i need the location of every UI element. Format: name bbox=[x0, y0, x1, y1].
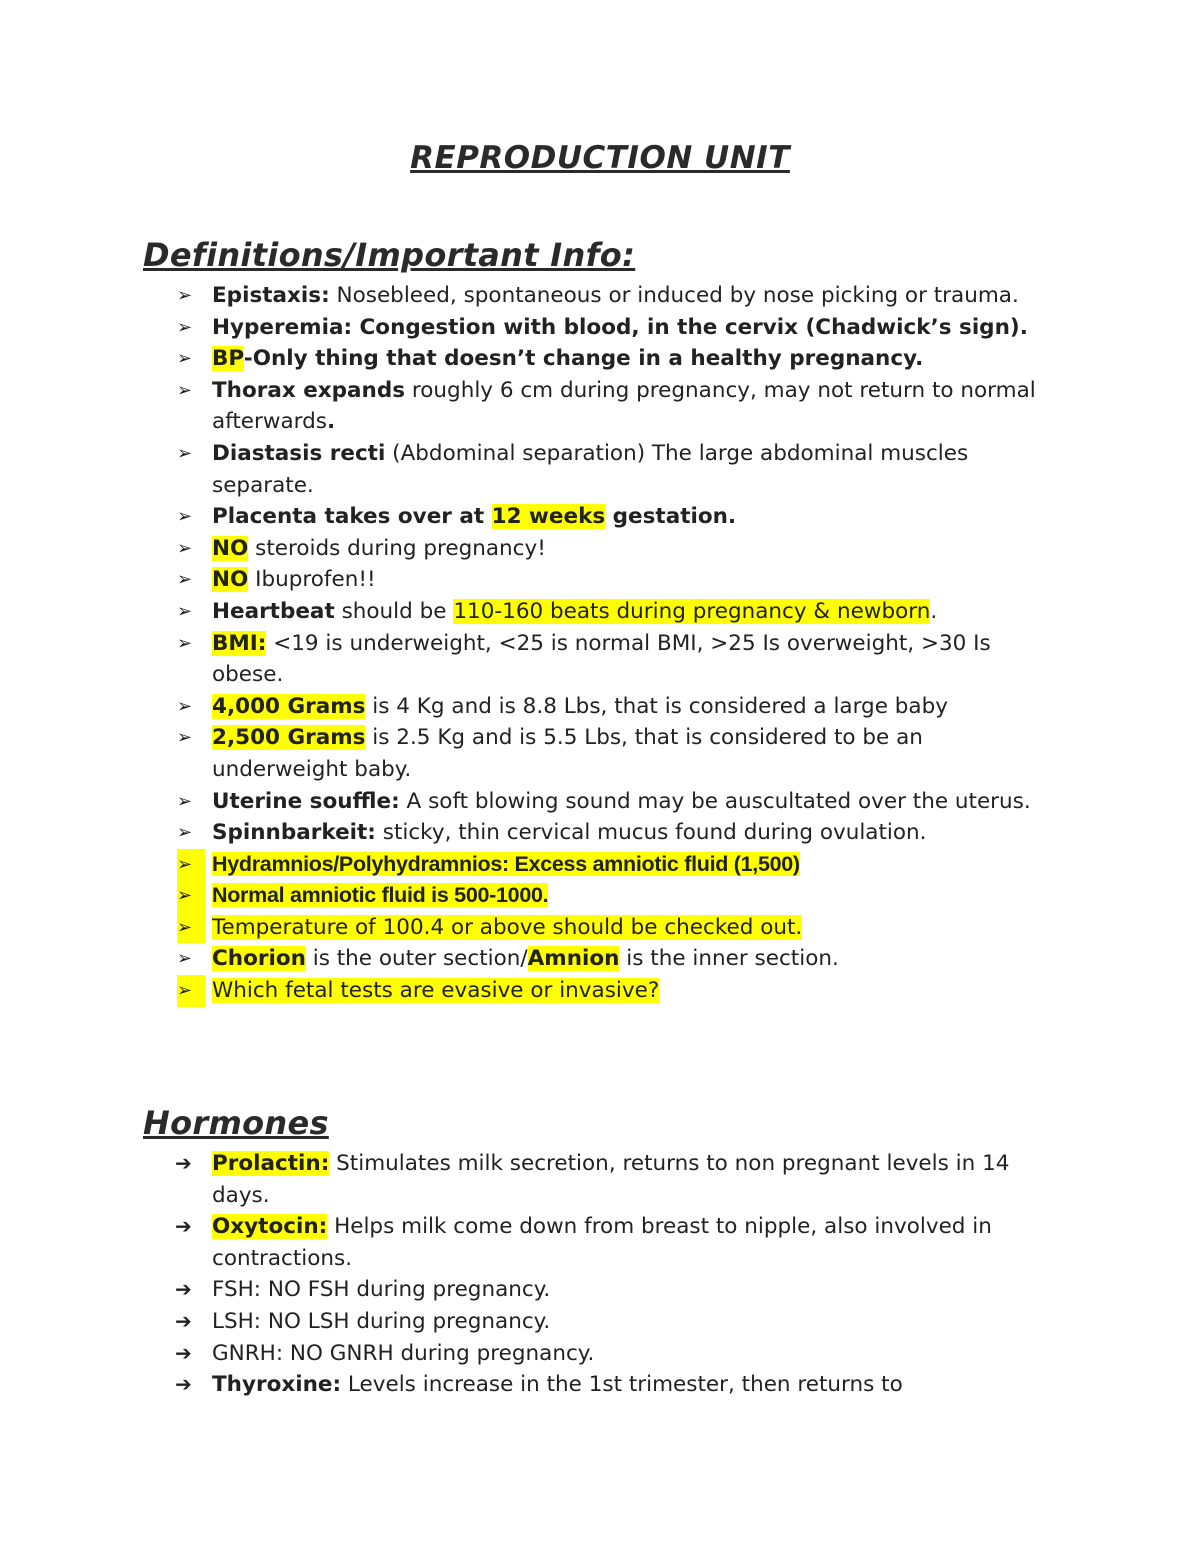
arrowhead-bullet-icon: ➢ bbox=[177, 348, 193, 370]
arrowhead-bullet-icon: ➢ bbox=[177, 506, 193, 528]
bold-term: Hyperemia: Congestion with blood, in the cervix (Chadwick’s sign). bbox=[212, 314, 1028, 340]
item-text: GNRH: NO GNRH during pregnancy. bbox=[212, 1340, 595, 1366]
arrow-bullet-icon: ➔ bbox=[175, 1372, 192, 1397]
arrowhead-bullet-icon: ➢ bbox=[177, 285, 193, 306]
list-item bbox=[0, 628, 1200, 691]
list-item bbox=[0, 533, 1200, 565]
arrowhead-bullet-icon: ➢ bbox=[177, 912, 205, 944]
item-text: A soft blowing sound may be auscultated over the uterus. bbox=[399, 788, 1031, 814]
highlighted-term: Chorion bbox=[212, 946, 306, 972]
item-text: Levels increase in the 1st trimester, then returns to bbox=[341, 1372, 903, 1398]
item-text: . bbox=[930, 598, 938, 624]
bold-term: -Only thing that doesn’t change in a healthy pregnancy. bbox=[243, 346, 924, 372]
list-item bbox=[0, 1274, 1200, 1306]
list-item bbox=[0, 343, 1200, 375]
item-text: <19 is underweight, <25 is normal BMI, >25 Is overweight, >30 Is obese. bbox=[212, 630, 991, 688]
list-item bbox=[0, 564, 1200, 596]
list-item bbox=[0, 501, 1200, 533]
list-item bbox=[0, 722, 1200, 785]
arrowhead-bullet-icon: ➢ bbox=[177, 632, 193, 654]
arrowhead-bullet-icon: ➢ bbox=[177, 442, 193, 464]
section-heading-hormones: Hormones bbox=[143, 1104, 329, 1142]
highlighted-note: Hydramnios/Polyhydramnios: Excess amniotic fluid (1,500) bbox=[212, 851, 800, 876]
item-text: (Abdominal separation) The large abdominal muscles separate. bbox=[212, 440, 969, 498]
highlighted-term: 110-160 beats during pregnancy & newborn bbox=[453, 598, 931, 624]
hormones-list bbox=[0, 1148, 1200, 1401]
arrowhead-bullet-icon: ➢ bbox=[177, 822, 193, 844]
item-text: Nosebleed, spontaneous or induced by nose picking or trauma. bbox=[329, 283, 1019, 308]
highlighted-term: BMI: bbox=[212, 630, 267, 656]
arrow-bullet-icon: ➔ bbox=[175, 1308, 192, 1333]
highlighted-note: Normal amniotic fluid is 500-1000. bbox=[212, 883, 549, 908]
arrowhead-bullet-icon: ➢ bbox=[177, 948, 193, 970]
bold-term: . bbox=[326, 409, 336, 435]
highlighted-term: 2,500 Grams bbox=[212, 725, 366, 751]
highlighted-term: Amnion bbox=[527, 946, 620, 972]
page-title: REPRODUCTION UNIT bbox=[410, 140, 790, 176]
item-text: Helps milk come down from breast to nipple, also involved in contractions. bbox=[212, 1214, 992, 1271]
list-item bbox=[0, 375, 1200, 438]
list-item bbox=[0, 880, 1200, 912]
arrowhead-bullet-icon: ➢ bbox=[177, 790, 193, 812]
list-item bbox=[0, 1148, 1200, 1211]
bold-term: Spinnbarkeit: bbox=[212, 820, 376, 846]
bold-term: Diastasis recti bbox=[212, 440, 386, 466]
arrow-bullet-icon: ➔ bbox=[175, 1277, 192, 1302]
highlighted-term: BP bbox=[212, 346, 244, 372]
item-text: Ibuprofen!! bbox=[248, 567, 376, 593]
highlighted-term: Prolactin: bbox=[212, 1151, 330, 1176]
item-text: is the outer section/ bbox=[305, 946, 528, 972]
highlighted-term: 4,000 Grams bbox=[212, 693, 366, 719]
list-item bbox=[0, 912, 1200, 944]
item-text: is the inner section. bbox=[619, 946, 839, 972]
item-text: is 4 Kg and is 8.8 Lbs, that is considered a large baby bbox=[365, 693, 948, 719]
arrowhead-bullet-icon: ➢ bbox=[177, 316, 193, 338]
arrowhead-bullet-icon: ➢ bbox=[177, 727, 193, 749]
list-item bbox=[0, 1369, 1200, 1401]
item-text: sticky, thin cervical mucus found during ovulation. bbox=[375, 820, 927, 846]
highlighted-term: NO bbox=[212, 535, 249, 561]
arrow-bullet-icon: ➔ bbox=[175, 1340, 192, 1365]
highlighted-note: Which fetal tests are evasive or invasive? bbox=[212, 978, 660, 1004]
highlighted-term: 12 weeks bbox=[491, 504, 606, 530]
bold-term: gestation. bbox=[605, 504, 737, 530]
item-text: is 2.5 Kg and is 5.5 Lbs, that is considered to be an underweight baby. bbox=[212, 725, 923, 782]
bold-term: Heartbeat bbox=[212, 598, 335, 624]
list-item bbox=[0, 280, 1200, 312]
bold-term: Thorax expands bbox=[212, 377, 406, 403]
arrowhead-bullet-icon: ➢ bbox=[177, 600, 193, 622]
list-item bbox=[0, 849, 1200, 881]
item-text: roughly 6 cm during pregnancy, may not return to normal afterwards bbox=[212, 377, 1036, 435]
list-item bbox=[0, 438, 1200, 501]
arrow-bullet-icon: ➔ bbox=[175, 1214, 192, 1239]
list-item bbox=[0, 975, 1200, 1007]
list-item bbox=[0, 691, 1200, 723]
arrowhead-bullet-icon: ➢ bbox=[177, 975, 205, 1007]
list-item bbox=[0, 596, 1200, 628]
bold-term: Placenta takes over at bbox=[212, 504, 492, 530]
arrowhead-bullet-icon: ➢ bbox=[177, 379, 193, 401]
bold-term: Uterine souffle: bbox=[212, 788, 400, 814]
item-text: LSH: NO LSH during pregnancy. bbox=[212, 1308, 551, 1334]
list-item bbox=[0, 1306, 1200, 1338]
arrowhead-bullet-icon: ➢ bbox=[177, 537, 193, 559]
item-text: steroids during pregnancy! bbox=[248, 535, 546, 561]
arrow-bullet-icon: ➔ bbox=[175, 1151, 192, 1175]
list-item bbox=[0, 943, 1200, 975]
list-item bbox=[0, 312, 1200, 344]
item-text: Stimulates milk secretion, returns to non pregnant levels in 14 days. bbox=[212, 1151, 1010, 1208]
arrowhead-bullet-icon: ➢ bbox=[177, 849, 205, 881]
definitions-list bbox=[0, 280, 1200, 1007]
list-item bbox=[0, 1338, 1200, 1370]
highlighted-term: Oxytocin: bbox=[212, 1214, 328, 1240]
arrowhead-bullet-icon: ➢ bbox=[177, 880, 205, 912]
highlighted-term: NO bbox=[212, 567, 249, 593]
list-item bbox=[0, 817, 1200, 849]
bold-term: Epistaxis: bbox=[212, 283, 330, 308]
arrowhead-bullet-icon: ➢ bbox=[177, 695, 193, 717]
section-heading-definitions: Definitions/Important Info: bbox=[143, 236, 636, 274]
item-text: should be bbox=[334, 598, 454, 624]
list-item bbox=[0, 786, 1200, 818]
highlighted-note: Temperature of 100.4 or above should be checked out. bbox=[212, 914, 803, 940]
item-text: FSH: NO FSH during pregnancy. bbox=[212, 1277, 551, 1303]
list-item bbox=[0, 1211, 1200, 1274]
bold-term: Thyroxine: bbox=[212, 1372, 342, 1398]
arrowhead-bullet-icon: ➢ bbox=[177, 569, 193, 591]
